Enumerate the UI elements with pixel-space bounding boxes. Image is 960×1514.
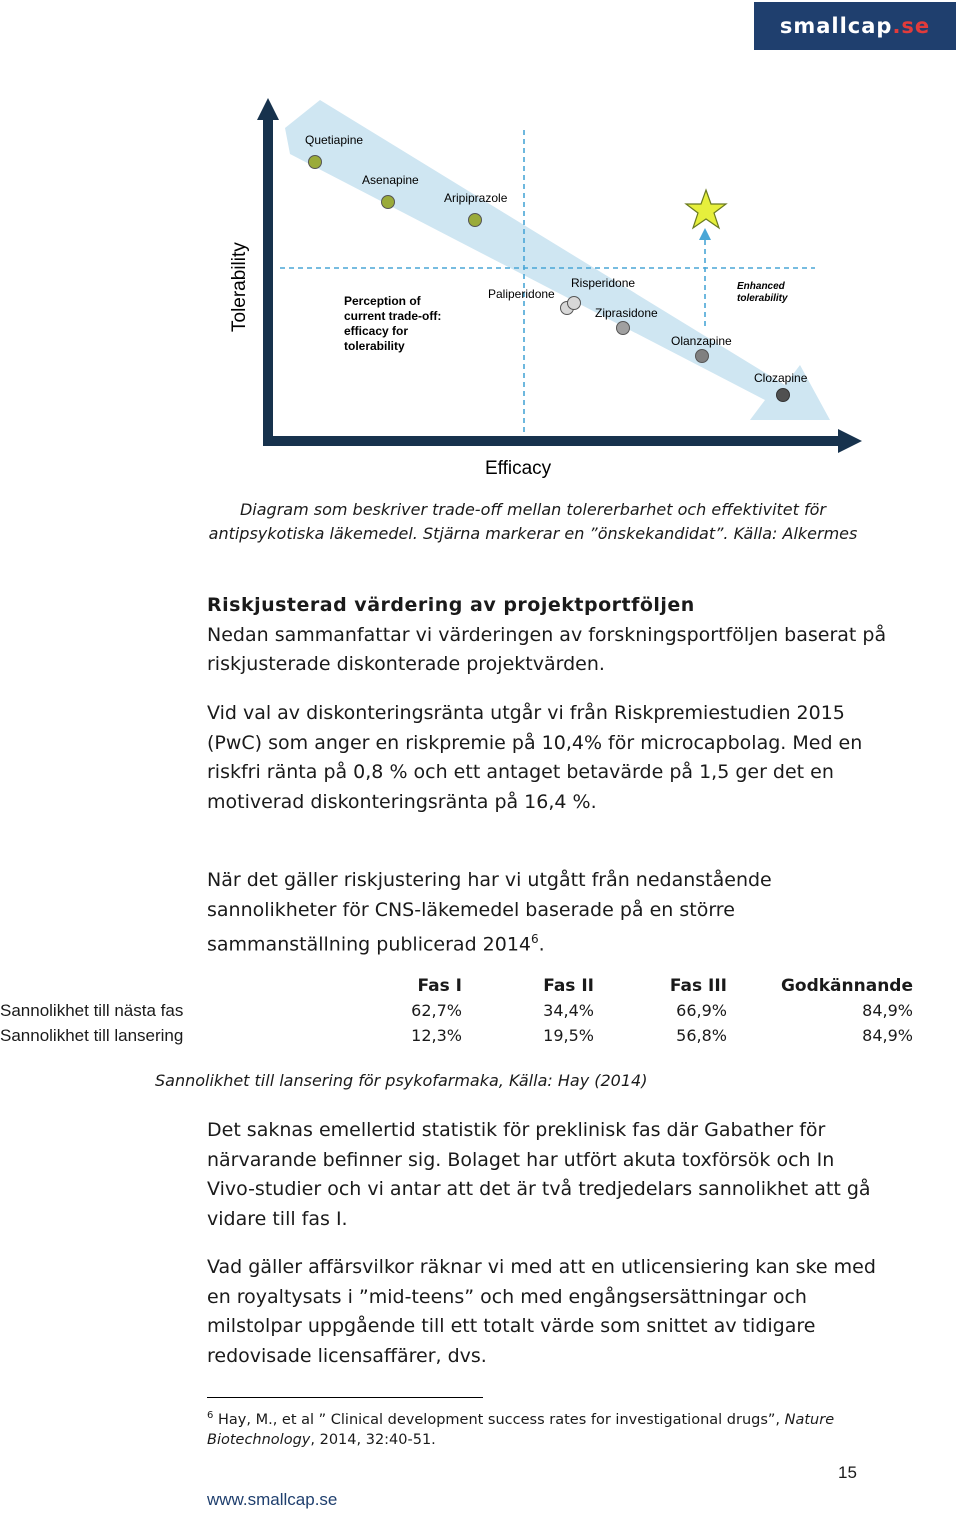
footnote (207, 1406, 887, 1450)
drug-point-asenapine (382, 196, 395, 209)
footnote-rest: , 2014, 32:40-51. (310, 1431, 436, 1448)
logo-tld-text: .se (892, 14, 931, 38)
page-number: 15 (838, 1463, 857, 1482)
star-icon (686, 190, 726, 228)
drug-label-risperidone: Risperidone (571, 276, 636, 290)
x-axis-arrowhead (838, 429, 862, 453)
table-cell: 84,9% (862, 1026, 913, 1045)
footnote-ref[interactable]: 6 (531, 932, 539, 946)
tradeoff-diagram (200, 90, 880, 490)
tradeoff-band-arrow (285, 100, 830, 420)
drug-point-clozapine (777, 389, 790, 402)
x-axis (263, 436, 841, 446)
drug-point-ziprasidone (617, 322, 630, 335)
enhanced-label-line-1: Enhanced (737, 281, 785, 292)
section-intro: Nedan sammanfattar vi värderingen av forskningsportföljen baserat på riskjusterade diskonterade projektvärden. (207, 623, 887, 675)
logo-main-text: smallcap (779, 14, 893, 38)
drug-label-aripiprazole: Aripiprazole (444, 191, 508, 205)
business-terms-paragraph: Vad gäller affärsvilkor räknar vi med att en utlicensiering kan ske med en royaltysats i ”mid-teens” och med engångsersättningar och milstolpar uppgående till ett totalt värde som snittet av tidigare redovisade licensaffärer, dvs. (207, 1256, 876, 1367)
footnote-journal: Nature Biotechnology (207, 1411, 835, 1448)
footnote-text: Hay, M., et al ” Clinical development success rates for investigational drugs”, (213, 1411, 785, 1428)
drug-point-quetiapine (309, 156, 322, 169)
table-cell: 12,3% (411, 1026, 462, 1045)
figure-caption: Diagram som beskriver trade-off mellan tolererbarhet och effektivitet för antipsykotiska läkemedel. Stjärna markerar en ”önskekandidat”. Källa: Alkermes (208, 500, 858, 543)
header-fas-2: Fas II (543, 975, 594, 996)
table-row (0, 998, 913, 1023)
drug-label-quetiapine: Quetiapine (305, 133, 364, 147)
table-caption: Sannolikhet till lansering för psykofarmaka, Källa: Hay (2014) (155, 1071, 648, 1090)
drug-point-olanzapine (696, 350, 709, 363)
discount-rate-paragraph: Vid val av diskonteringsränta utgår vi från Riskpremiestudien 2015 (PwC) som anger en riskpremie på 10,4% för microcapbolag. Med en riskfri ränta på 0,8 % och ett antaget betavärde på 1,5 ger det en motiverad diskonteringsränta på 16,4 %. (207, 702, 863, 813)
perception-label-line-4: tolerability (344, 339, 405, 353)
row-label: Sannolikhet till lansering (0, 1025, 184, 1045)
drug-label-asenapine: Asenapine (362, 173, 419, 187)
footer-url-link[interactable]: www.smallcap.se (207, 1490, 338, 1509)
footnote-divider (207, 1397, 483, 1398)
y-axis-arrowhead (257, 98, 279, 120)
drug-label-olanzapine: Olanzapine (671, 334, 732, 348)
drug-label-clozapine: Clozapine (754, 371, 808, 385)
probability-table (0, 973, 913, 1048)
drug-point-risperidone (568, 297, 581, 310)
row-label: Sannolikhet till nästa fas (0, 1000, 184, 1020)
table-cell: 19,5% (543, 1026, 594, 1045)
drug-label-ziprasidone: Ziprasidone (595, 306, 658, 320)
y-axis-label: Tolerability (229, 242, 250, 332)
olanzapine-arrow-head (699, 228, 711, 240)
risk-adjustment-paragraph (207, 866, 887, 960)
perception-label-line-3: efficacy for (344, 324, 409, 338)
table-cell: 56,8% (676, 1026, 727, 1045)
table-row (0, 1023, 913, 1048)
table-cell: 66,9% (676, 1001, 727, 1020)
section-heading: Riskjusterad värdering av projektportföljen (207, 594, 695, 616)
drug-point-aripiprazole (469, 214, 482, 227)
table-cell: 34,4% (543, 1001, 594, 1020)
perception-label-line-2: current trade-off: (344, 309, 442, 323)
preclinical-paragraph: Det saknas emellertid statistik för preklinisk fas där Gabather för närvarande befinner sig. Bolaget har utfört akuta toxförsök och In Vivo-studier och vi antar att det är två tredjedelars sannolikhet att gå vidare till fas I. (207, 1119, 871, 1230)
header-godkannande: Godkännande (780, 975, 913, 996)
perception-label-line-1: Perception of (344, 294, 421, 308)
table-cell: 84,9% (862, 1001, 913, 1020)
enhanced-label-line-2: tolerability (737, 293, 788, 304)
table-cell: 62,7% (411, 1001, 462, 1020)
x-axis-label: Efficacy (485, 458, 552, 479)
table-header-row (0, 973, 913, 998)
risk-adjustment-end: . (538, 933, 545, 956)
risk-adjustment-text: När det gäller riskjustering har vi utgått från nedanstående sannolikheter för CNS-läkemedel baserade på en större sammanställning publicerad 2014 (207, 869, 772, 956)
y-axis (263, 116, 273, 446)
valuation-section (207, 591, 887, 680)
smallcap-logo[interactable] (754, 2, 956, 50)
header-fas-1: Fas I (417, 975, 462, 996)
drug-label-paliperidone: Paliperidone (488, 287, 555, 301)
header-fas-3: Fas III (669, 975, 727, 996)
footnote-number: 6 (207, 1410, 214, 1421)
